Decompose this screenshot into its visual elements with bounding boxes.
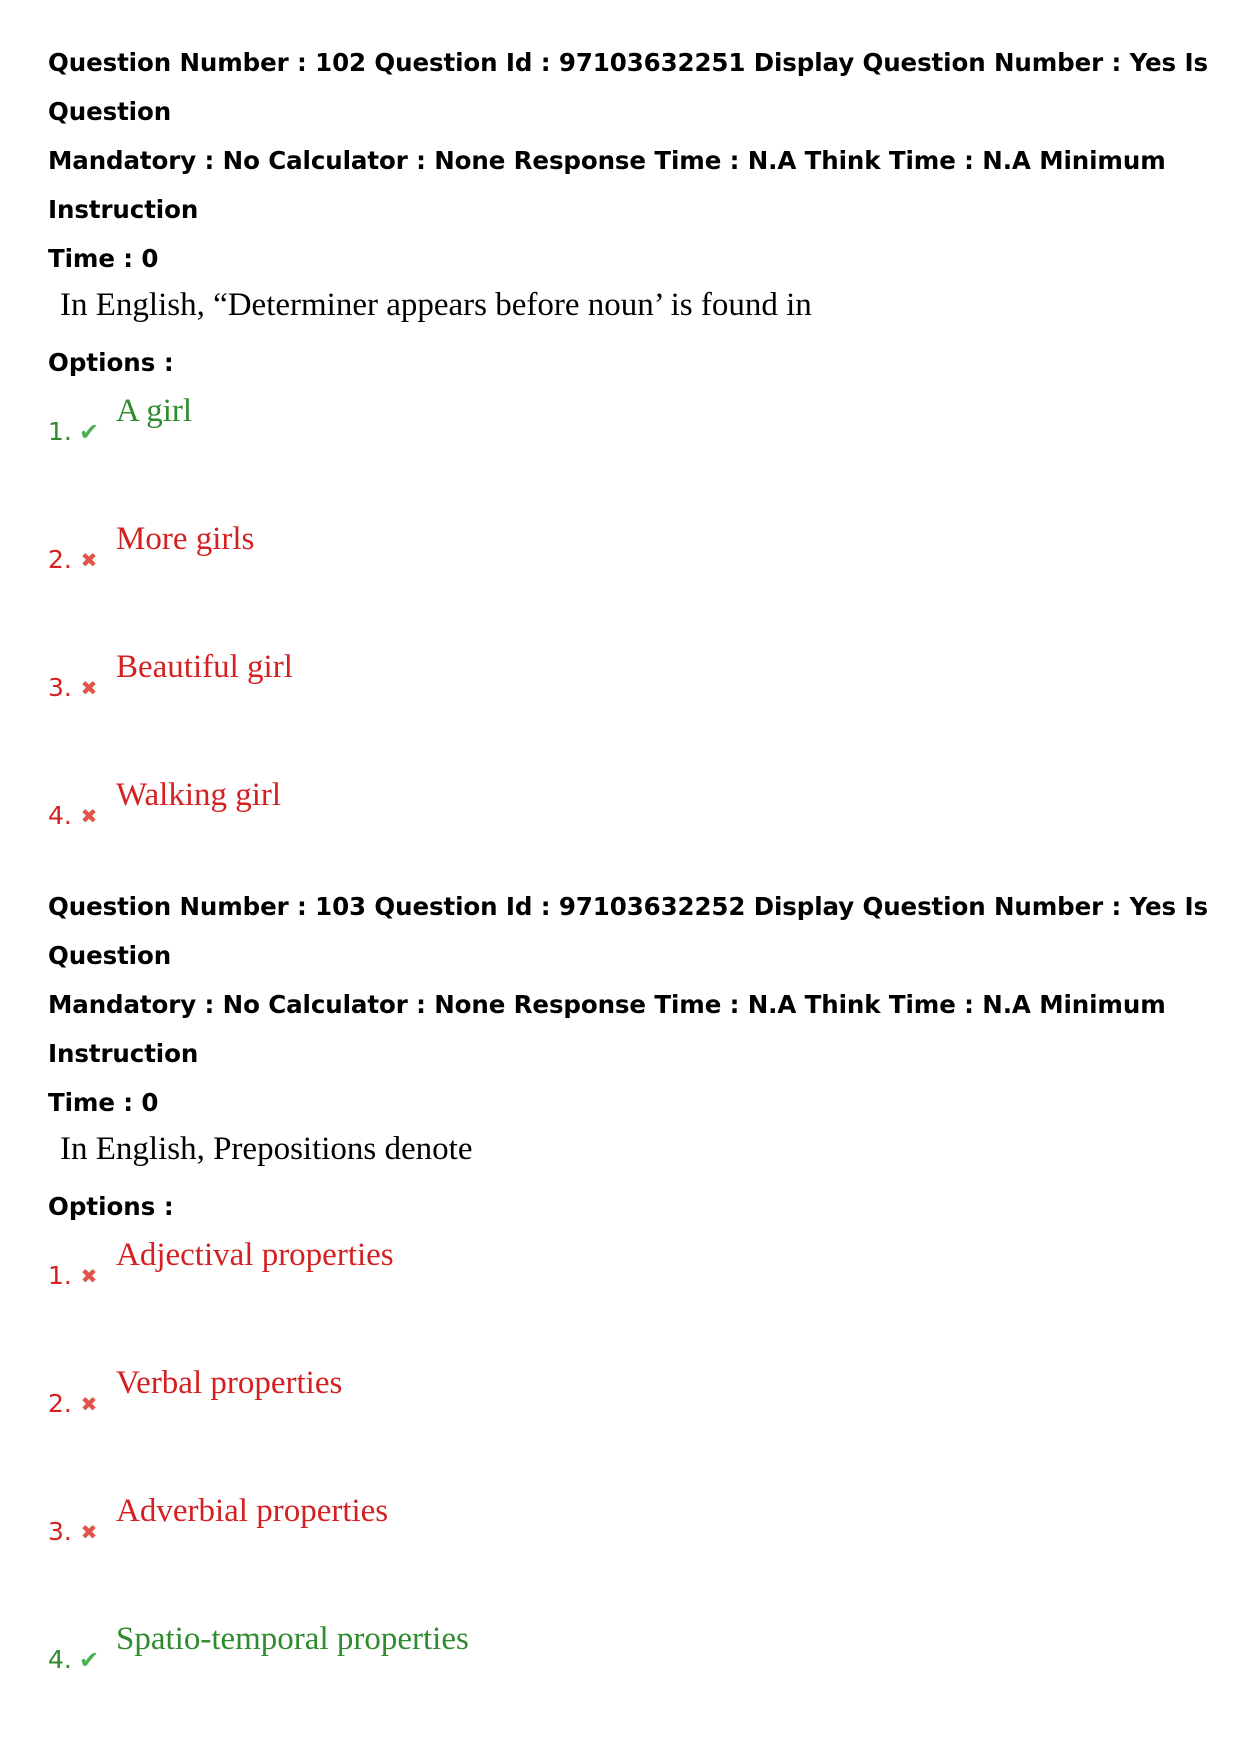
option-item (48, 1493, 1208, 1625)
option-item (48, 521, 1208, 653)
check-icon: ✔ (78, 418, 100, 446)
option-text: Adverbial properties (116, 1493, 389, 1529)
cross-icon: ✖ (80, 804, 98, 828)
option-number: 4. (48, 801, 72, 830)
option-number: 3. (48, 673, 72, 702)
question-meta-line: Mandatory : No Calculator : None Response Time : N.A Think Time : N.A Minimum Instruction (48, 146, 1166, 224)
question-meta-line: Question Number : 103 Question Id : 97103632252 Display Question Number : Yes Is Question (48, 892, 1208, 970)
option-number: 2. (48, 545, 72, 574)
cross-icon: ✖ (80, 1392, 98, 1416)
options-label: Options : (48, 1192, 174, 1221)
question-meta-line: Time : 0 (48, 244, 159, 273)
option-text: More girls (116, 521, 255, 557)
question-block (48, 882, 1208, 1753)
option-number: 3. (48, 1517, 72, 1546)
option-text: Beautiful girl (116, 649, 293, 685)
check-icon: ✔ (78, 1646, 100, 1674)
option-text: Adjectival properties (116, 1237, 394, 1273)
option-item (48, 1621, 1208, 1753)
question-meta-line: Mandatory : No Calculator : None Response Time : N.A Think Time : N.A Minimum Instruction (48, 990, 1166, 1068)
option-number: 4. (48, 1645, 72, 1674)
option-number: 2. (48, 1389, 72, 1418)
option-text: Verbal properties (116, 1365, 343, 1401)
cross-icon: ✖ (80, 1264, 98, 1288)
option-number: 1. (48, 1261, 72, 1290)
question-meta-line: Time : 0 (48, 1088, 159, 1117)
cross-icon: ✖ (80, 1520, 98, 1544)
cross-icon: ✖ (80, 548, 98, 572)
option-item (48, 1237, 1208, 1369)
option-list (48, 393, 1208, 909)
option-list (48, 1237, 1208, 1753)
option-text: Walking girl (116, 777, 282, 813)
question-prompt: In English, Prepositions denote (60, 1131, 473, 1167)
question-block (48, 38, 1208, 909)
options-label: Options : (48, 348, 174, 377)
cross-icon: ✖ (80, 676, 98, 700)
option-item (48, 649, 1208, 781)
question-meta-line: Question Number : 102 Question Id : 97103632251 Display Question Number : Yes Is Question (48, 48, 1208, 126)
option-item (48, 393, 1208, 525)
option-item (48, 1365, 1208, 1497)
option-text: A girl (116, 393, 193, 429)
option-text: Spatio-temporal properties (116, 1621, 469, 1657)
option-number: 1. (48, 417, 72, 446)
question-prompt: In English, “Determiner appears before noun’ is found in (60, 287, 812, 323)
